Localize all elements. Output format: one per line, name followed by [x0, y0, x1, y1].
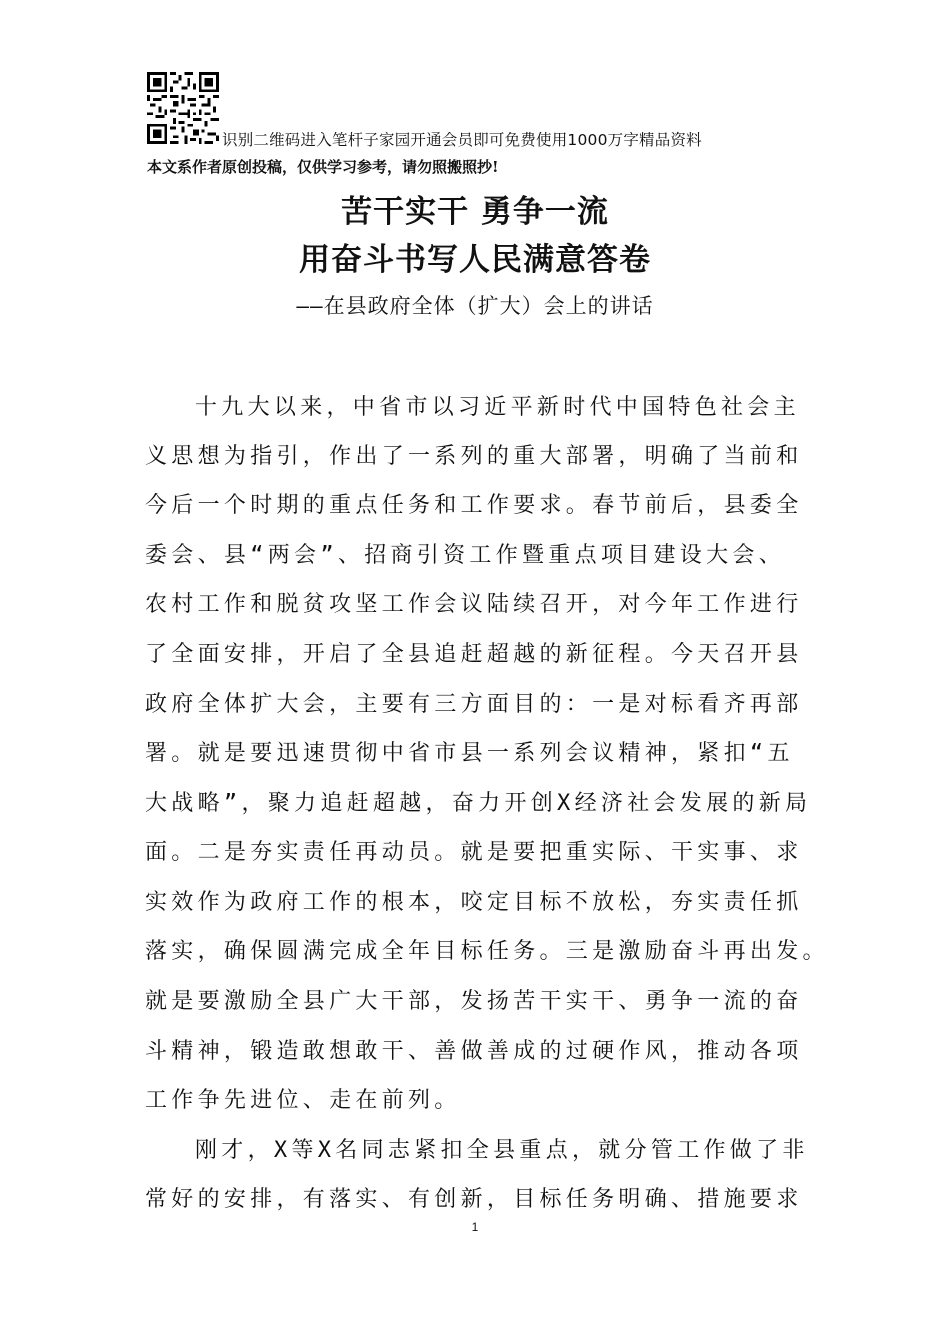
page-number: 1 — [471, 1220, 479, 1234]
body-line: 政府全体扩大会，主要有三方面目的：一是对标看齐再部 — [145, 692, 803, 717]
document-title-line1: 苦干实干 勇争一流 — [341, 194, 609, 230]
qr-code-icon[interactable] — [147, 72, 219, 144]
copyright-notice: 本文系作者原创投稿，仅供学习参考，请勿照搬照抄! — [147, 158, 499, 176]
document-subtitle: ——在县政府全体（扩大）会上的讲话 — [296, 294, 654, 318]
body-line: 刚才，X等X名同志紧扣全县重点，就分管工作做了非 — [195, 1138, 809, 1163]
body-line: 落实，确保圆满完成全年目标任务。三是激励奋斗再出发。 — [145, 939, 829, 964]
body-line: 今后一个时期的重点任务和工作要求。春节前后，县委全 — [145, 493, 803, 518]
promo-text: 识别二维码进入笔杆子家园开通会员即可免费使用1000万字精品资料 — [222, 131, 702, 149]
body-line: 就是要激励全县广大干部，发扬苦干实干、勇争一流的奋 — [145, 989, 803, 1014]
body-line: 署。就是要迅速贯彻中省市县一系列会议精神，紧扣“五 — [145, 741, 794, 766]
body-line: 面。二是夯实责任再动员。就是要把重实际、干实事、求 — [145, 840, 803, 865]
document-title-line2: 用奋斗书写人民满意答卷 — [299, 242, 651, 278]
body-line: 委会、县“两会”、招商引资工作暨重点项目建设大会、 — [145, 543, 785, 568]
body-line: 实效作为政府工作的根本，咬定目标不放松，夯实责任抓 — [145, 890, 803, 915]
body-line: 农村工作和脱贫攻坚工作会议陆续召开，对今年工作进行 — [145, 592, 803, 617]
body-line: 斗精神，锻造敢想敢干、善做善成的过硬作风，推动各项 — [145, 1039, 803, 1064]
body-line: 工作争先进位、走在前列。 — [145, 1088, 461, 1113]
body-line: 常好的安排，有落实、有创新，目标任务明确、措施要求 — [145, 1187, 803, 1212]
body-line: 义思想为指引，作出了一系列的重大部署，明确了当前和 — [145, 444, 803, 469]
body-line: 十九大以来，中省市以习近平新时代中国特色社会主 — [195, 395, 800, 420]
body-line: 大战略”，聚力追赶超越，奋力开创X经济社会发展的新局 — [145, 791, 812, 816]
body-line: 了全面安排，开启了全县追赶超越的新征程。今天召开县 — [145, 642, 803, 667]
